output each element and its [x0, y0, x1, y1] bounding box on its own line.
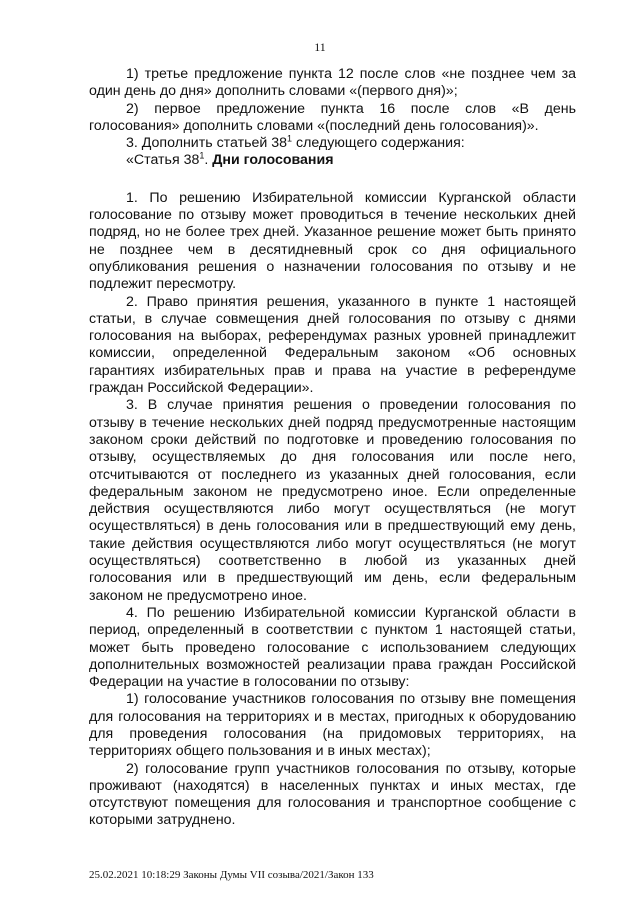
amendment-2: 2) первое предложение пункта 16 после слов «В день голосования» дополнить словами «(последний день голосования)».	[89, 100, 576, 134]
amendment-3-sup: 1	[287, 133, 293, 144]
article-heading: Дни голосования	[212, 152, 334, 169]
article-sup: 1	[199, 150, 205, 161]
footer-stamp: 25.02.2021 10:18:29 Законы Думы VII созыва/2021/Закон 133	[89, 869, 374, 881]
amendment-1: 1) третье предложение пункта 12 после слов «не позднее чем за один день до дня» дополнить словами «(первого дня)»;	[89, 66, 576, 100]
spacer	[89, 170, 576, 190]
amendment-3-text: 3. Дополнить статьей 38	[126, 135, 288, 152]
subitem-2: 2) голосование групп участников голосования по отзыву, которые проживают (находятся) в населенных пунктах и иных местах, где отсутствуют помещения для голосования и транспортное сообщение с которыми затруднено.	[89, 760, 576, 829]
amendment-3	[89, 135, 576, 152]
paragraph-1: 1. По решению Избирательной комиссии Курганской области голосование по отзыву может проводиться в течение нескольких дней подряд, но не более трех дней. Указанное решение может быть принято не позднее чем в десятидневный срок со дня официального опубликования решения о назначении голосования по отзыву и не подлежит пересмотру.	[89, 189, 576, 293]
subitem-1: 1) голосование участников голосования по отзыву вне помещения для голосования на территориях и в местах, пригодных к оборудованию для проведения голосования (на придомовых территориях, на территориях общего пользования и в иных местах);	[89, 691, 576, 760]
document-body	[89, 66, 576, 830]
paragraph-3: 3. В случае принятия решения о проведении голосования по отзыву в течение нескольких дней подряд предусмотренные настоящим законом сроки действий по подготовке и проведению голосования по отзыву, осуществляемых до дня голосования или после него, отсчитываются от последнего из указанных дней голосования, если федеральным законом не предусмотрено иное. Если определенные действия осуществляются либо могут осуществляться (не могут осуществляться) в день голосования или в предшествующий ему день, такие действия осуществляются либо могут осуществляться (не могут осуществляться) соответственно в любой из указанных дней голосования или в предшествующий им день, если федеральным законом не предусмотрено иное.	[89, 397, 576, 604]
amendment-3-tail: следующего содержания:	[292, 135, 465, 152]
paragraph-2: 2. Право принятия решения, указанного в пункте 1 настоящей статьи, в случае совмещения дней голосования по отзыву с днями голосования на выборах, референдумах разных уровней принадлежит комиссии, определенной Федеральным законом «Об основных гарантиях избирательных прав и права на участие в референдуме граждан Российской Федерации».	[89, 293, 576, 397]
article-prefix: «Статья 38	[126, 152, 200, 169]
page-number: 11	[314, 40, 326, 54]
article-title: «Статья $38^1$. Дни голосования	[126, 150, 334, 169]
paragraph-4: 4. По решению Избирательной комиссии Курганской области в период, определенный в соответствии с пунктом 1 настоящей статьи, может быть проведено голосование с использованием следующих дополнительных возможностей реализации права граждан Российской Федерации на участие в голосовании по отзыву:	[89, 604, 576, 691]
